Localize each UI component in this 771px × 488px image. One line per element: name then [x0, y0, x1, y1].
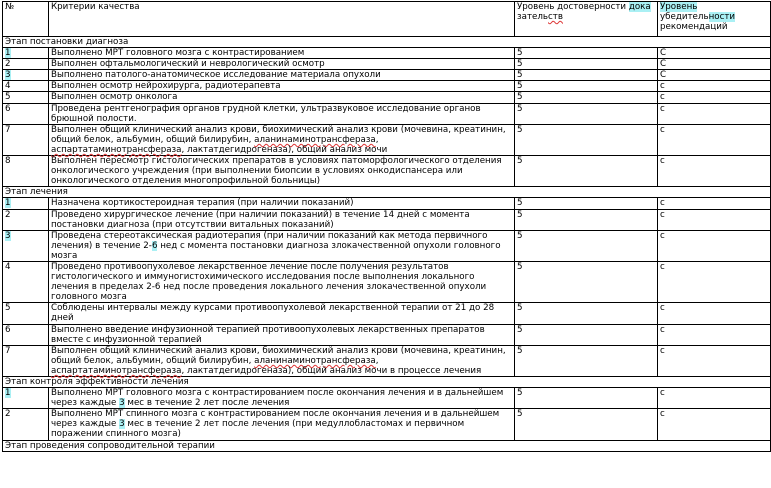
row-evidence: 5 — [515, 124, 658, 155]
row-evidence: 5 — [515, 81, 658, 92]
section-row — [3, 377, 771, 388]
table-row — [3, 209, 771, 230]
section-row — [3, 440, 771, 451]
row-number: 1 — [3, 48, 49, 59]
row-recommendation: с — [658, 103, 771, 124]
row-criterion: Выполнено МРТ спинного мозга с контрастированием после окончания лечения и в дальнейшем через каждые 3 мес в течение 2 лет после лечения (при медуллобластомах и первичном поражении спинного мозга) — [49, 409, 515, 440]
section-row — [3, 37, 771, 48]
row-number: 7 — [3, 345, 49, 376]
header-recommendation: Уровень убедительности рекомендаций — [658, 2, 771, 37]
table-row — [3, 303, 771, 324]
row-evidence: 5 — [515, 59, 658, 70]
row-number: 8 — [3, 156, 49, 187]
row-criterion: Выполнено введение инфузионной терапией противоопухолевых лекарственных препаратов вместе с инфузионной терапией — [49, 324, 515, 345]
row-evidence: 5 — [515, 303, 658, 324]
section-title: Этап лечения — [3, 187, 771, 198]
table-row — [3, 324, 771, 345]
section-title: Этап проведения сопроводительной терапии — [3, 440, 771, 451]
row-recommendation: с — [658, 409, 771, 440]
row-number: 4 — [3, 261, 49, 302]
row-evidence: 5 — [515, 70, 658, 81]
table-row — [3, 261, 771, 302]
row-recommendation: с — [658, 345, 771, 376]
table-row — [3, 409, 771, 440]
row-recommendation: с — [658, 303, 771, 324]
section-title: Этап постановки диагноза — [3, 37, 771, 48]
table-row — [3, 59, 771, 70]
quality-criteria-table — [2, 1, 771, 452]
document-sheet — [2, 1, 770, 452]
row-criterion: Соблюдены интервалы между курсами противоопухолевой лекарственной терапии от 21 до 28 дней — [49, 303, 515, 324]
row-evidence: 5 — [515, 92, 658, 103]
row-number: 6 — [3, 103, 49, 124]
table-row — [3, 345, 771, 376]
row-criterion: Назначена кортикостероидная терапия (при наличии показаний) — [49, 198, 515, 209]
row-criterion: Проведена рентгенография органов грудной клетки, ультразвуковое исследование органов брюшной полости. — [49, 103, 515, 124]
header-evidence: Уровень достоверности дока зательств — [515, 2, 658, 37]
table-row — [3, 103, 771, 124]
row-criterion: Выполнен общий клинический анализ крови, биохимический анализ крови (мочевина, креатинин, общий белок, альбумин, общий билирубин, аланинаминотрансфераза, аспартатаминотрансфераза, лактатдегидрогеназа), общий анализ мочи в процессе лечения — [49, 345, 515, 376]
row-criterion: Выполнен офтальмологический и неврологический осмотр — [49, 59, 515, 70]
row-criterion: Выполнено патолого-анатомическое исследование материала опухоли — [49, 70, 515, 81]
row-criterion: Выполнено МРТ головного мозга с контрастированием после окончания лечения и в дальнейшем через каждые 3 мес в течение 2 лет после лечения — [49, 388, 515, 409]
row-evidence: 5 — [515, 345, 658, 376]
row-number: 2 — [3, 409, 49, 440]
row-evidence: 5 — [515, 156, 658, 187]
row-recommendation: с — [658, 230, 771, 261]
table-row — [3, 124, 771, 155]
row-recommendation: с — [658, 324, 771, 345]
row-evidence: 5 — [515, 388, 658, 409]
row-recommendation: с — [658, 124, 771, 155]
row-criterion: Проведено хирургическое лечение (при наличии показаний) в течение 14 дней с момента постановки диагноза (при отсутствии витальных показаний) — [49, 209, 515, 230]
row-evidence: 5 — [515, 103, 658, 124]
row-evidence: 5 — [515, 261, 658, 302]
row-number: 3 — [3, 70, 49, 81]
header-num: № — [3, 2, 49, 37]
row-criterion: Проведена стереотаксическая радиотерапия (при наличии показаний как метода первичного лечения) в течение 2-6 нед с момента постановки диагноза злокачественной опухоли головного мозга — [49, 230, 515, 261]
row-number: 4 — [3, 81, 49, 92]
row-evidence: 5 — [515, 209, 658, 230]
table-row — [3, 198, 771, 209]
row-criterion: Выполнен осмотр онколога — [49, 92, 515, 103]
row-number: 6 — [3, 324, 49, 345]
row-number: 7 — [3, 124, 49, 155]
header-row — [3, 2, 771, 37]
table-row — [3, 388, 771, 409]
row-number: 1 — [3, 198, 49, 209]
row-recommendation: с — [658, 261, 771, 302]
row-recommendation: с — [658, 81, 771, 92]
row-evidence: 5 — [515, 198, 658, 209]
row-recommendation: С — [658, 59, 771, 70]
row-recommendation: с — [658, 388, 771, 409]
row-recommendation: С — [658, 48, 771, 59]
row-criterion: Выполнен пересмотр гистологических препаратов в условиях патоморфологического отделения онкологического учреждения (при выполнении биопсии в условиях онкодиспансера или онкологического отделения многопрофильной больницы) — [49, 156, 515, 187]
row-criterion: Выполнен осмотр нейрохирурга, радиотерапевта — [49, 81, 515, 92]
row-number: 2 — [3, 59, 49, 70]
row-evidence: 5 — [515, 230, 658, 261]
row-evidence: 5 — [515, 48, 658, 59]
row-recommendation: с — [658, 209, 771, 230]
table-row — [3, 70, 771, 81]
row-recommendation: с — [658, 92, 771, 103]
table-row — [3, 92, 771, 103]
table-row — [3, 156, 771, 187]
row-number: 3 — [3, 230, 49, 261]
section-title: Этап контроля эффективности лечения — [3, 377, 771, 388]
table-row — [3, 81, 771, 92]
row-criterion: Выполнено МРТ головного мозга с контрастированием — [49, 48, 515, 59]
row-evidence: 5 — [515, 409, 658, 440]
row-criterion: Выполнен общий клинический анализ крови, биохимический анализ крови (мочевина, креатинин, общий белок, альбумин, общий билирубин, аланинаминотрансфераза, аспартатаминотрансфераза, лактатдегидрогеназа), общий анализ мочи — [49, 124, 515, 155]
row-recommendation: с — [658, 156, 771, 187]
row-number: 5 — [3, 92, 49, 103]
row-recommendation: с — [658, 198, 771, 209]
row-criterion: Проведено противоопухолевое лекарственное лечение после получения результатов гистологического и иммуногистохимического исследования после выполнения локального лечения в пределах 2-6 нед после проведения локального лечения злокачественной опухоли головного мозга — [49, 261, 515, 302]
row-number: 5 — [3, 303, 49, 324]
row-number: 2 — [3, 209, 49, 230]
table-row — [3, 230, 771, 261]
section-row — [3, 187, 771, 198]
row-evidence: 5 — [515, 324, 658, 345]
header-criteria: Критерии качества — [49, 2, 515, 37]
row-number: 1 — [3, 388, 49, 409]
row-recommendation: С — [658, 70, 771, 81]
table-row — [3, 48, 771, 59]
